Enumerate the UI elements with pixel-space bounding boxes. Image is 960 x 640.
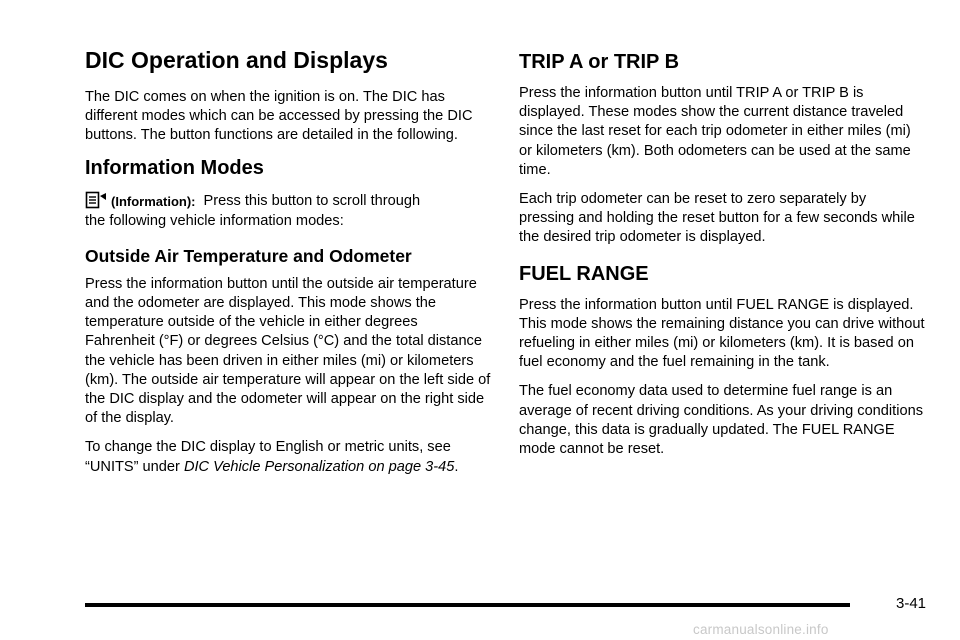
left-column [85,40,491,487]
watermark: carmanualsonline.info [693,622,829,637]
fuel-range-heading: FUEL RANGE [519,262,649,285]
information-button-icon [85,190,107,212]
personalization-reference[interactable]: DIC Vehicle Personalization on page 3-45 [183,458,455,475]
information-term: (Information): [111,194,196,210]
units-text: To change the DIC display to English or metric units, see “UNITS” under [85,439,451,475]
trip-paragraph-2: Each trip odometer can be reset to zero separately by pressing and holding the reset button for a few seconds while the desired trip odometer is displayed. [519,191,915,246]
units-end: . [454,458,459,475]
outside-air-temperature-heading: Outside Air Temperature and Odometer [85,245,412,266]
information-description: Press this button to scroll through [203,193,421,210]
intro-paragraph: The DIC comes on when the ignition is on. The DIC has different modes which can be accessed by pressing the DIC buttons. The button functions are detailed in the following. [85,89,473,144]
units-paragraph [85,438,491,476]
trip-heading: TRIP A or TRIP B [519,51,680,73]
page-title: DIC Operation and Displays [85,47,388,73]
page-number: 3-41 [896,595,927,612]
information-button-line [85,190,491,212]
outside-air-temperature-paragraph: Press the information button until the outside air temperature and the odometer are displayed. This mode shows the temperature outside of the vehicle in either degrees Fahrenheit (°F) or degrees Celsius (°C) and the total distance the vehicle has been driven in either miles (mi) or kilometers (km). The outside air temperature will appear on the left side of the DIC display and the odometer will appear on the right side of the display. [85,275,491,427]
right-column [519,40,925,469]
fuel-range-paragraph-1: Press the information button until FUEL RANGE is displayed. This mode shows the remaining distance you can drive without refueling in either miles (mi) or kilometers (km). It is based on fuel economy and the fuel remaining in the tank. [519,296,925,371]
information-description-continued: the following vehicle information modes: [85,212,344,229]
information-modes-heading: Information Modes [85,156,264,179]
trip-paragraph-1: Press the information button until TRIP A or TRIP B is displayed. These modes show the current distance traveled since the last reset for each trip odometer in either miles (mi) or kilometers (km). Both odometers can be used at the same time. [519,85,911,178]
footer-rule [85,603,850,607]
fuel-range-paragraph-2: The fuel economy data used to determine fuel range is an average of recent driving conditions. As your driving conditions change, this data is gradually updated. The FUEL RANGE mode cannot be reset. [519,383,923,458]
